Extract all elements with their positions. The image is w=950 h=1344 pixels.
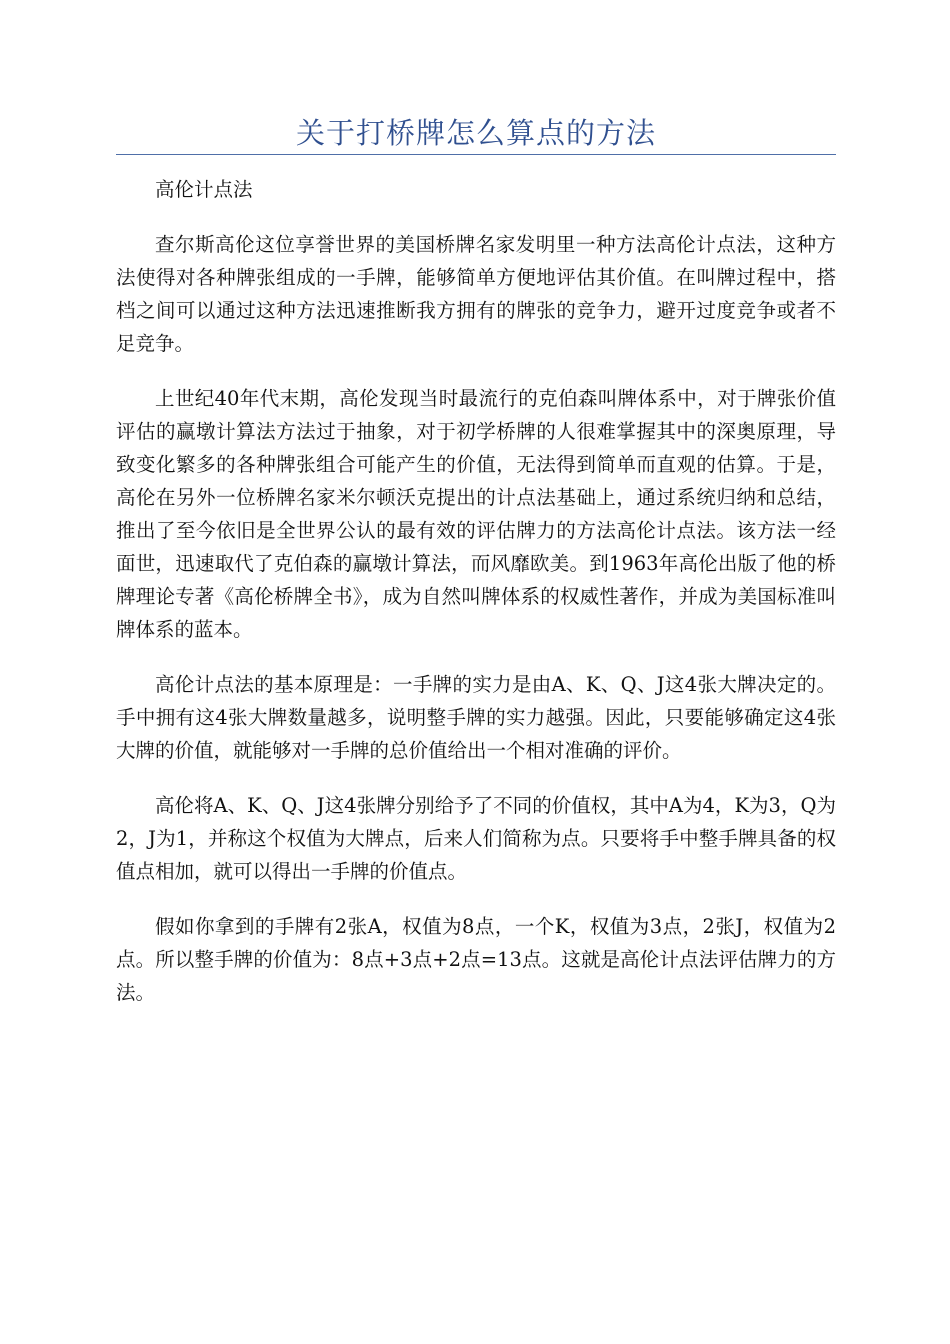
paragraph: 高伦将A、K、Q、J这4张牌分别给予了不同的价值权，其中A为4，K为3，Q为2，J为1，并称这个权值为大牌点，后来人们简称为点。只要将手中整手牌具备的权值点相加，就可以得出一手牌的价值点。 [116, 794, 836, 883]
document-title: 关于打桥牌怎么算点的方法 [295, 116, 656, 150]
section-heading: 高伦计点法 [155, 178, 253, 201]
title-underline [116, 154, 836, 155]
document-page [116, 0, 836, 1031]
paragraph: 假如你拿到的手牌有2张A，权值为8点，一个K，权值为3点，2张J，权值为2点。所以整手牌的价值为：8点+3点+2点=13点。这就是高伦计点法评估牌力的方法。 [116, 915, 836, 1004]
paragraph: 高伦计点法的基本原理是：一手牌的实力是由A、K、Q、J这4张大牌决定的。手中拥有这4张大牌数量越多，说明整手牌的实力越强。因此，只要能够确定这4张大牌的价值，就能够对一手牌的总价值给出一个相对准确的评价。 [116, 673, 836, 762]
document-body [116, 173, 836, 1009]
paragraph: 上世纪40年代末期，高伦发现当时最流行的克伯森叫牌体系中，对于牌张价值评估的赢墩计算法方法过于抽象，对于初学桥牌的人很难掌握其中的深奥原理，导致变化繁多的各种牌张组合可能产生的价值，无法得到简单而直观的估算。于是，高伦在另外一位桥牌名家米尔顿沃克提出的计点法基础上，通过系统归纳和总结，推出了至今依旧是全世界公认的最有效的评估牌力的方法高伦计点法。该方法一经面世，迅速取代了克伯森的赢墩计算法，而风靡欧美。到1963年高伦出版了他的桥牌理论专著《高伦桥牌全书》，成为自然叫牌体系的权威性著作，并成为美国标准叫牌体系的蓝本。 [116, 387, 836, 641]
paragraph: 查尔斯高伦这位享誉世界的美国桥牌名家发明里一种方法高伦计点法，这种方法使得对各种牌张组成的一手牌，能够简单方便地评估其价值。在叫牌过程中，搭档之间可以通过这种方法迅速推断我方拥有的牌张的竞争力，避开过度竞争或者不足竞争。 [116, 233, 836, 355]
